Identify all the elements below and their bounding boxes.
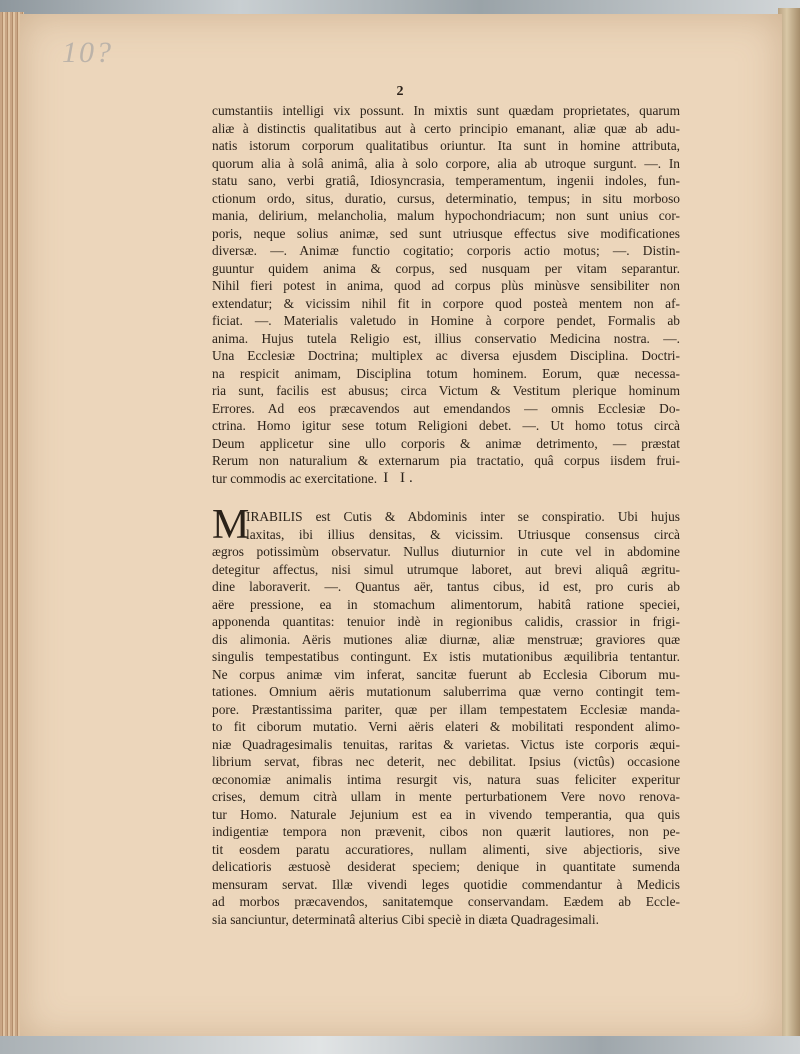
intro-paragraph [212,102,680,487]
text-line: crises, demum citrà ullam in mente perturbationem Vere novo renova- [212,789,680,804]
text-line: ctionum ordo, situs, duratio, cursus, determinatio, tempus; in situ morboso [212,190,680,206]
text-line: tationes. Omnium aëris mutationum saluberrima quæ verno contingit tem- [212,684,680,699]
page-number: 2 [396,84,404,99]
text-line: indigentiæ tempora non prævenit, cibos non quærit lautiores, non pe- [212,824,680,839]
text-line: IRABILIS est Cutis & Abdominis inter se conspiratio. Ubi hujus [246,509,680,524]
text-line: mania, delirium, melancholia, malum hypochondriacum; non sunt unius cor- [212,208,680,223]
text-line: mensuram servat. Illæ vivendi leges quotidie commendantur à Medicis [212,876,680,892]
text-line: laxitas, ibi illius densitas, & vicissim. Utriusque consensus circà [246,526,680,542]
text-line: Errores. Ad eos præcavendos aut emendandos — omnis Ecclesiæ Do- [212,400,680,416]
scan-bottom-edge [0,1036,800,1054]
handwritten-page-mark: 10? [62,36,113,69]
text-line: to fit ciborum mutatio. Verni aëris elateri & mobilitati respondent alimo- [212,719,680,734]
text-line: detegitur affectus, nisi simul utrumque laboret, aut brevi aliquâ ægritu- [212,561,680,577]
text-line: cumstantiis intelligi vix possunt. In mixtis sunt quædam proprietates, quarum [212,103,680,118]
text-line: tur Homo. Naturale Jejunium est ea in vivendo temperantia, qua quis [212,806,680,822]
drop-capital: M [212,502,250,548]
text-line: guuntur quidem anima & corpus, sed nusquam per vitam separantur. [212,260,680,276]
text-line: ad morbos præcavendos, sanitatemque conservandam. Eædem ab Eccle- [212,894,680,909]
scan-top-edge [0,0,800,14]
text-line: Rerum non naturalium & externarum pia tractatio, quâ corpus iisdem frui- [212,453,680,468]
text-line: statu sano, verbi gratiâ, Idiosyncrasia, temperamentum, ingenii indoles, fun- [212,173,680,188]
text-line: ria sunt, facilis est abusus; circa Victum & Vestitum plerique hominum [212,383,680,398]
text-line: delicatioris æstuosè desiderat speciem; denique in quantitate sumenda [212,859,680,874]
text-line: singulis tempestatibus contingunt. Ex istis mutationibus æquilibria tentantur. [212,649,680,664]
text-line: aëre pressione, ea in stomachum alimentorum, habitâ ratione speciei, [212,596,680,612]
text-line: poris, neque solius animæ, sed sunt utriusque effectus sive modificationes [212,225,680,241]
text-line: anima. Hujus tutela Religio est, illius conservatio Medicina nostra. —. [212,330,680,346]
text-line: aliæ à distinctis qualitatibus aut à certo principio emanant, aliæ quæ ab adu- [212,120,680,136]
section-two-paragraph [212,502,680,928]
text-line: pore. Præstantissima pariter, quæ per illam tempestatem Ecclesiæ manda- [212,701,680,717]
text-line: Deum applicetur sine ullo corporis & animæ detrimento, — præstat [212,435,680,451]
text-line: ægros potissimùm observatur. Nullus diuturnior in cute vel in abdomine [212,544,680,559]
text-line: natis istorum corporum qualitatibus oriuntur. Ita sunt in homine attributa, [212,138,680,153]
section-heading: I I. [383,470,417,486]
text-line: dis alimonia. Aëris mutiones aliæ diurnæ, aliæ menstruæ; graviores quæ [212,631,680,647]
text-line: œconomiæ animalis intima resurgit vis, natura suas feliciter experitur [212,771,680,787]
text-line: niæ Quadragesimalis tenuitas, raritas & varietas. Victus iste corporis æqui- [212,736,680,752]
text-line: quorum alia à solâ animâ, alia à solo corpore, alia ab utroque surgunt. —. In [212,155,680,171]
text-line: ficiat. —. Materialis valetudo in Homine à corpore pendet, Formalis ab [212,313,680,328]
text-line: ctrina. Homo igitur sese totum Religioni debet. —. Ut homo totus circà [212,418,680,433]
text-line: apponenda quantitas: tenuior indè in regionibus calidis, crassior in frigi- [212,614,680,629]
text-line: sia sanciuntur, determinatâ alterius Cibi speciè in diæta Quadragesimali. [212,911,599,927]
text-line: extendatur; & vicissim nihil fit in corpore quod posteà mentem non af- [212,295,680,311]
text-line: Ne corpus animæ vim inferat, sancitæ fuerunt ab Ecclesia Ciborum mu- [212,666,680,682]
text-line: Nihil fieri potest in anima, quod ad corpus plùs minùsve sensibiliter non [212,278,680,293]
text-line: tit eosdem paratu accuratiores, nullam alimenti, sive abjectioris, sive [212,841,680,857]
text-line: na respicit animam, Disciplina totum hominem. Eorum, quæ necessa- [212,365,680,381]
text-line: dine laboraverit. —. Quantus aër, tantus cibus, id est, pro curis ab [212,579,680,594]
text-line: tur commodis ac exercitatione. [212,470,378,486]
text-line: librium servat, fibras nec deterit, nec debilitat. Ipsius (victûs) occasione [212,754,680,769]
text-line: diversæ. —. Animæ functio cogitatio; corporis actio motus; —. Distin- [212,243,680,258]
text-line: Una Ecclesiæ Doctrina; multiplex ac diversa ejusdem Disciplina. Doctri- [212,348,680,363]
